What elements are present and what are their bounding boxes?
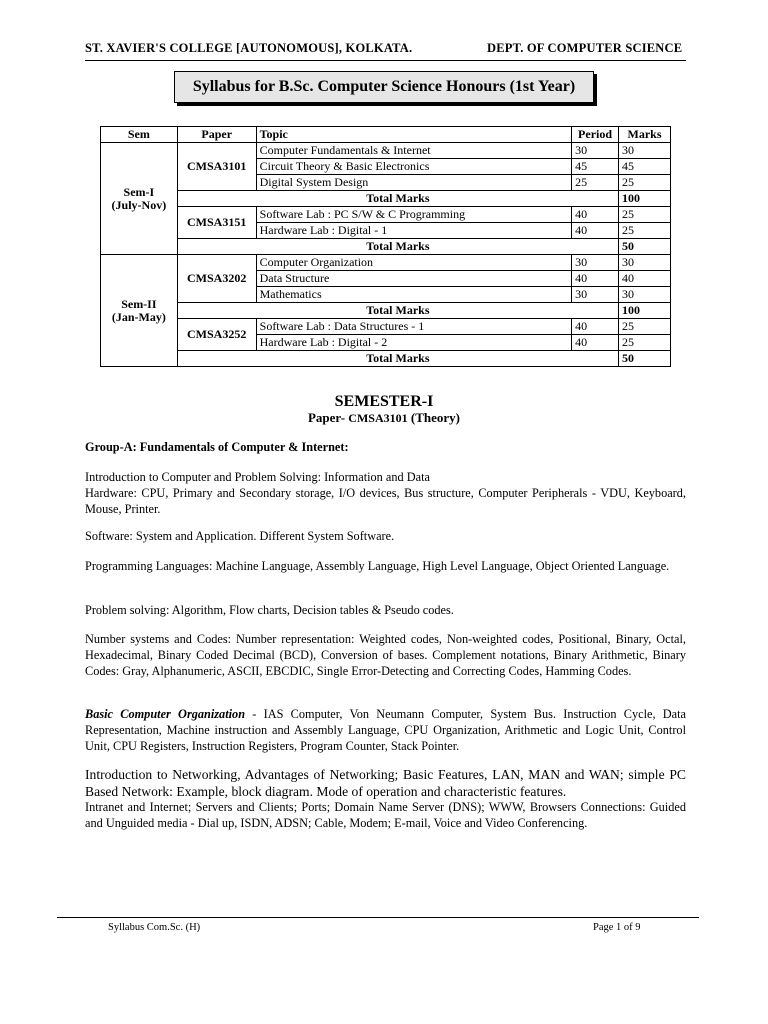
total-row [101,303,671,319]
sem-ii-months: (Jan-May) [111,309,166,324]
table-row [101,207,671,223]
group-a-title: Group-A: Fundamentals of Computer & Internet: [85,440,349,454]
organization-lead: Basic Computer Organization [85,707,246,721]
total-label: Total Marks [177,191,618,207]
total-label: Total Marks [177,303,618,319]
paper-heading-code: CMSA3101 [348,411,408,425]
paper-cell: CMSA3101 [177,143,256,191]
syllabus-title: Syllabus for B.Sc. Computer Science Honours (1st Year) [174,71,594,103]
period-cell: 30 [572,143,619,159]
col-header-period: Period [572,127,619,143]
paragraph-networking [85,766,686,800]
table-row [101,255,671,271]
col-header-topic: Topic [256,127,571,143]
paper-cell: CMSA3202 [177,255,256,303]
topic-cell: Software Lab : PC S/W & C Programming [256,207,571,223]
marks-cell: 25 [619,335,671,351]
period-cell: 40 [572,335,619,351]
marks-cell: 25 [619,319,671,335]
topic-cell: Computer Organization [256,255,571,271]
organization-line [85,706,686,754]
footer-rule [57,917,699,918]
page-number: Page 1 of 9 [593,922,641,933]
sem-i-cell [101,143,178,255]
marks-cell: 25 [619,175,671,191]
table-row [101,319,671,335]
topic-cell: Mathematics [256,287,571,303]
topic-cell: Data Structure [256,271,571,287]
hardware-line: Hardware: CPU, Primary and Secondary storage, I/O devices, Bus structure, Computer Peripherals - VDU, Keyboard, Mouse, Printer. [85,486,686,516]
internet-line: Intranet and Internet; Servers and Clients; Ports; Domain Name Server (DNS); WWW, Browsers Connections: Guided and Unguided media - Dial up, ISDN, ADSN; Cable, Modem; E-mail, Voice and Video Conferencing. [85,800,686,830]
period-cell: 40 [572,271,619,287]
marks-cell: 30 [619,143,671,159]
software-line: Software: System and Application. Different System Software. [85,529,395,543]
college-name-header: ST. XAVIER'S COLLEGE [AUTONOMOUS], KOLKATA. [85,41,413,55]
total-value: 100 [619,191,671,207]
topic-cell: Software Lab : Data Structures - 1 [256,319,571,335]
table-header-row [101,127,671,143]
paper-heading-suffix: (Theory) [407,410,460,425]
table-row [101,143,671,159]
marks-cell: 45 [619,159,671,175]
total-row [101,191,671,207]
number-systems-line: Number systems and Codes: Number representation: Weighted codes, Non-weighted codes, Positional, Binary, Octal, Hexadecimal, Binary Coded Decimal (BCD), Conversion of bases. Complement notations, Binary Arithmetic, Binary Codes: Gray, Alphanumeric, ASCII, EBCDIC, Single Error-Detecting and Correcting Codes, Hamming Codes. [85,632,686,678]
col-header-paper: Paper [177,127,256,143]
total-label: Total Marks [177,239,618,255]
semester-heading: SEMESTER-I [334,393,434,410]
group-a-heading [85,439,686,455]
sem-ii-label: Sem-II [121,296,157,311]
total-label: Total Marks [177,351,618,367]
paragraph-problem-solving [85,602,686,618]
paper-heading-prefix: Paper- [307,410,349,425]
footer-left-text: Syllabus Com.Sc. (H) [108,922,201,933]
intro-line: Introduction to Computer and Problem Solving: Information and Data [85,470,430,484]
marks-cell: 30 [619,287,671,303]
paragraph-internet [85,799,686,831]
paragraph-software [85,528,686,544]
col-header-sem: Sem [101,127,178,143]
total-row [101,239,671,255]
syllabus-table [100,126,671,367]
networking-line: Introduction to Networking, Advantages of Networking; Basic Features, LAN, MAN and WAN; simple PC Based Network: Example, block diagram. Mode of operation and characteristic features. [85,767,686,799]
paragraph-number-systems [85,631,686,679]
topic-cell: Computer Fundamentals & Internet [256,143,571,159]
organization-rest: - IAS Computer, Von Neumann Computer, System Bus. Instruction Cycle, Data Representation, Machine instruction and Assembly Language, CPU Organization, Arithmetic and Logic Unit, Control Unit, CPU Registers, Instruction Registers, Program Counter, Stack Pointer. [85,707,686,753]
period-cell: 25 [572,175,619,191]
period-cell: 45 [572,159,619,175]
total-value: 100 [619,303,671,319]
period-cell: 30 [572,255,619,271]
period-cell: 30 [572,287,619,303]
languages-line: Programming Languages: Machine Language, Assembly Language, High Level Language, Object Oriented Language. [85,559,670,573]
sem-i-label: Sem-I [123,184,155,199]
paragraph-intro [85,469,686,517]
department-header: DEPT. OF COMPUTER SCIENCE [487,41,683,55]
header-rule [85,60,686,61]
paper-heading [0,410,768,426]
marks-cell: 25 [619,223,671,239]
paragraph-languages [85,558,686,574]
paragraph-organization [85,706,686,754]
topic-cell: Circuit Theory & Basic Electronics [256,159,571,175]
period-cell: 40 [572,207,619,223]
total-row [101,351,671,367]
period-cell: 40 [572,223,619,239]
topic-cell: Hardware Lab : Digital - 2 [256,335,571,351]
sem-i-months: (July-Nov) [111,197,167,212]
marks-cell: 25 [619,207,671,223]
topic-cell: Digital System Design [256,175,571,191]
col-header-marks: Marks [619,127,671,143]
sem-ii-cell [101,255,178,367]
marks-cell: 40 [619,271,671,287]
total-value: 50 [619,351,671,367]
problem-solving-line: Problem solving: Algorithm, Flow charts, Decision tables & Pseudo codes. [85,603,454,617]
paper-cell: CMSA3252 [177,319,256,351]
paper-cell: CMSA3151 [177,207,256,239]
topic-cell: Hardware Lab : Digital - 1 [256,223,571,239]
marks-cell: 30 [619,255,671,271]
period-cell: 40 [572,319,619,335]
total-value: 50 [619,239,671,255]
